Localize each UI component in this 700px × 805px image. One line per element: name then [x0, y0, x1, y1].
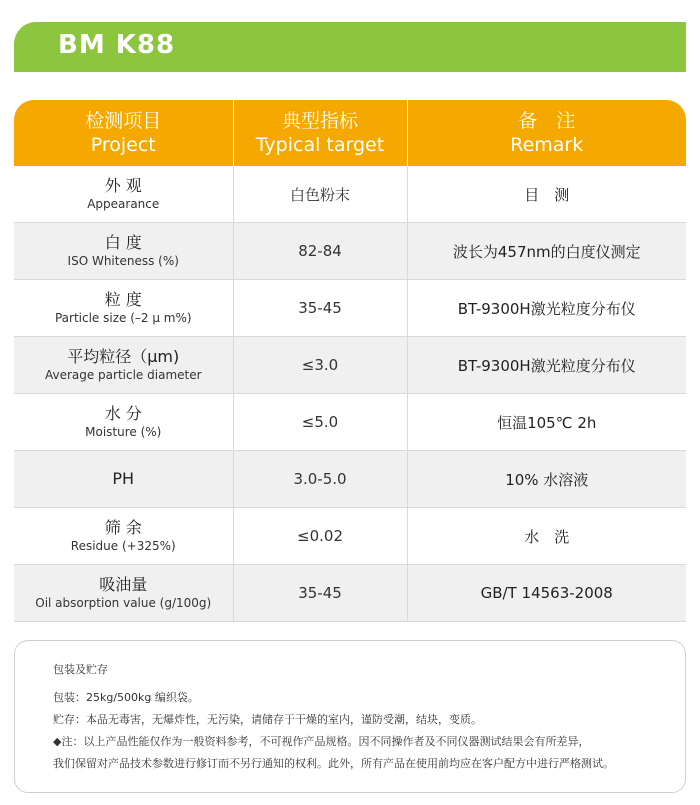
product-title: BM K88 — [58, 30, 176, 60]
storage-note: 贮存：本品无毒害，无爆炸性，无污染，请储存于干燥的室内，谨防受潮，结块，变质。 — [53, 713, 482, 726]
table-row — [14, 508, 686, 565]
item-name-en: Residue (+325%) — [70, 539, 176, 553]
remark: 恒温105℃ 2h — [407, 394, 686, 451]
notes-box — [14, 640, 686, 793]
item-name-zh: 吸油量 — [99, 575, 148, 594]
row-item-cell — [14, 166, 233, 223]
row-item-cell — [14, 337, 233, 394]
notes-heading: 包装及贮存 — [53, 663, 108, 676]
item-name-en: Average particle diameter — [44, 368, 202, 382]
item-name-zh: 外 观 — [104, 176, 142, 195]
row-item-cell — [14, 565, 233, 622]
row-item-cell — [14, 223, 233, 280]
packaging-note: 包装：25kg/500kg 编织袋。 — [53, 691, 199, 704]
typical-value: 82-84 — [233, 223, 407, 280]
item-name-en: ISO Whiteness (%) — [67, 254, 179, 268]
remark: 波长为457nm的白度仪测定 — [407, 223, 686, 280]
column-header-zh: 典型指标 — [281, 110, 358, 132]
remark: 目 测 — [407, 166, 686, 223]
column-header-en: Typical target — [255, 134, 385, 156]
row-item-cell — [14, 508, 233, 565]
table-row — [14, 451, 686, 508]
typical-value: ≤5.0 — [233, 394, 407, 451]
column-header-zh: 备 注 — [518, 110, 576, 132]
column-header-remark — [407, 100, 686, 166]
disclaimer-line-2: 我们保留对产品技术参数进行修订而不另行通知的权利。此外，所有产品在使用前均应在客户配方中进行严格测试。 — [53, 757, 614, 770]
item-name-zh: 水 分 — [104, 404, 142, 423]
remark: 10% 水溶液 — [407, 451, 686, 508]
typical-value: 35-45 — [233, 280, 407, 337]
disclaimer-line-1: ◆注：以上产品性能仅作为一般资料参考，不可视作产品规格。因不同操作者及不同仪器测试结果会有所差异， — [53, 735, 590, 748]
item-name-en: Appearance — [87, 197, 160, 211]
typical-value: ≤0.02 — [233, 508, 407, 565]
column-header-en: Project — [90, 134, 156, 156]
column-header-project — [14, 100, 233, 166]
remark: BT-9300H激光粒度分布仪 — [407, 280, 686, 337]
item-name-en: Oil absorption value (g/100g) — [35, 596, 212, 610]
row-item-cell — [14, 394, 233, 451]
column-header-en: Remark — [510, 134, 584, 156]
typical-value: 白色粉末 — [233, 166, 407, 223]
item-name-en: Moisture (%) — [85, 425, 162, 439]
remark: 水 洗 — [407, 508, 686, 565]
row-item-cell — [14, 280, 233, 337]
typical-value: 3.0-5.0 — [233, 451, 407, 508]
item-name-zh: 粒 度 — [104, 290, 142, 309]
table-row — [14, 280, 686, 337]
spec-table-container — [14, 100, 686, 622]
item-name-zh: PH — [112, 469, 135, 488]
item-name-en: Particle size (–2 μ m%) — [54, 311, 192, 325]
item-name-zh: 平均粒径（μm) — [67, 347, 180, 366]
column-header-typical — [233, 100, 407, 166]
table-row — [14, 565, 686, 622]
table-row — [14, 337, 686, 394]
typical-value: 35-45 — [233, 565, 407, 622]
typical-value: ≤3.0 — [233, 337, 407, 394]
table-row — [14, 223, 686, 280]
table-header-row — [14, 100, 686, 166]
row-item-cell — [14, 451, 233, 508]
item-name-zh: 白 度 — [104, 233, 142, 252]
title-banner — [14, 22, 686, 72]
table-row — [14, 166, 686, 223]
remark: BT-9300H激光粒度分布仪 — [407, 337, 686, 394]
spec-table — [14, 100, 686, 622]
remark: GB/T 14563-2008 — [407, 565, 686, 622]
table-row — [14, 394, 686, 451]
column-header-zh: 检测项目 — [85, 110, 162, 132]
item-name-zh: 筛 余 — [104, 518, 142, 537]
